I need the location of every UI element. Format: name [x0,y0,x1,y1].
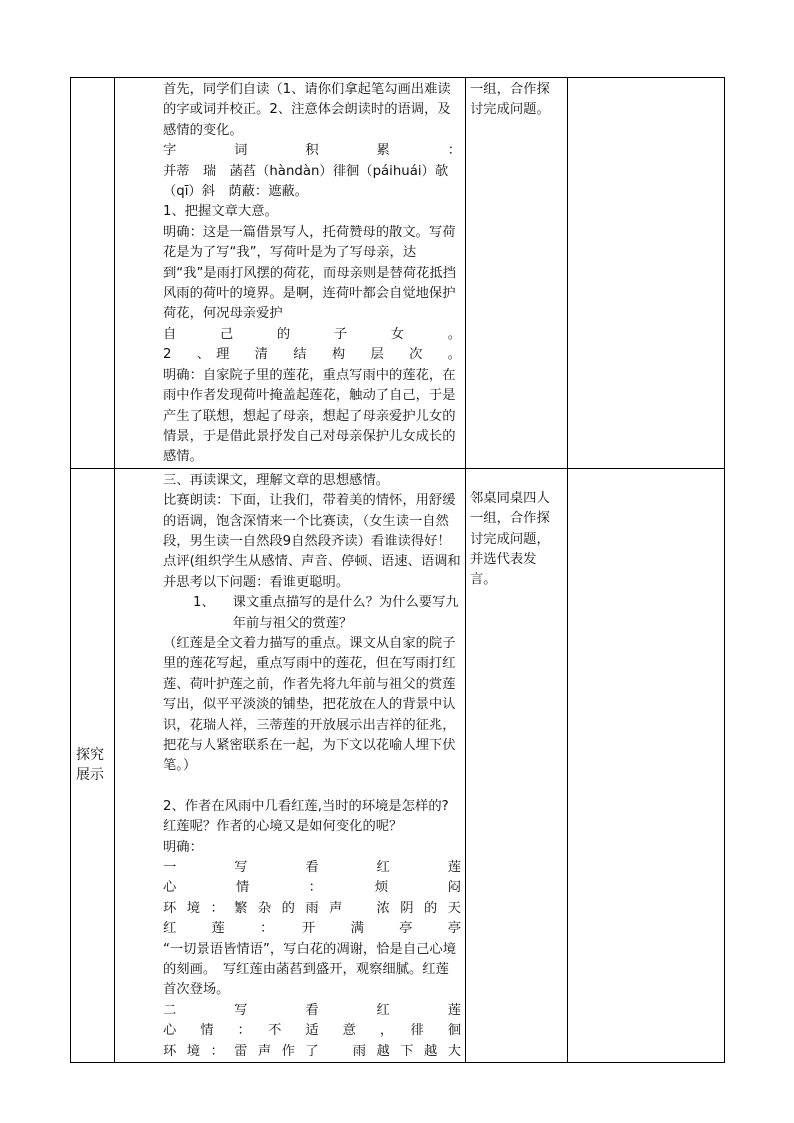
content-cell [115,468,466,1062]
stage-label-cell [71,468,115,1062]
part-1-mood: 心 情 ： 烦 闷 [163,880,461,896]
task-2-answer: 明确：自家院子里的莲花，重点写雨中的莲花，在雨中作者发现荷叶掩盖起莲花，触动了自己，于是产生了联想，想起了母亲，想起了母亲爱护儿女的情景，于是借此景抒发自己对母亲保护儿女成长的感情。 [163,367,456,465]
task-2: 2 、理 清 结 构 层 次 。 [163,347,461,363]
vocab-heading: 字 词 积 累 ： [163,143,461,159]
task-1-answer: 明确：这是一篇借景写人，托荷赞母的散文。写荷花是为了写“我”，写荷叶是为了写母亲，达到“我”是雨打风摆的荷花，而母亲则是替荷花抵挡风雨的荷叶的境界。是啊，连荷叶都会自觉地保护荷花，何况母亲爱护 [163,224,457,322]
part-1-title: 一 写 看 红 莲 [163,860,461,876]
question-1 [163,593,461,634]
table-row [71,78,725,469]
reading-contest: 比赛朗读：下面，让我们，带着美的情怀，用舒缓的语调，饱含深情来一个比赛读，（女生读一自然段，男生读一自然段9自然段齐读）看谁读得好！点评(组织学生从感情、声音、停顿、语速、语调和 [163,493,461,570]
think-prompt: 并思考以下问题：看谁更聪明。 [163,574,350,590]
notes-cell [568,78,725,469]
stage-label: 探究展示 [76,747,104,784]
part-2-mood: 心 情 ： 不 适 意 ， 徘 徊 [163,1023,461,1039]
vocab-list: 并蒂 瑞 菡萏（hàndàn）徘徊（páihuái）欹（qī）斜 荫蔽：遮蔽。 [163,163,449,200]
stage-label-cell [71,78,115,469]
activity-text: 一组，合作探讨完成问题。 [470,82,550,118]
section-heading: 三、再读课文，理解文章的思想感情。 [163,472,390,488]
part-1-comment: “一切景语皆情语”，写白花的凋谢，恰是自己心境的刻画。 写红莲由菡萏到盛开，观察细腻。红莲首次登场。 [163,941,457,998]
task-1: 1、把握文章大意。 [163,204,278,220]
question-2: 2、作者在风雨中几看红莲,当时的环境是怎样的? 红莲呢？作者的心境又是如何变化的呢？ [163,798,449,835]
content-cell [115,78,466,469]
question-1-number: 1、 [193,595,215,611]
part-2-title: 二 写 看 红 莲 [163,1002,461,1018]
notes-text [568,78,724,80]
reading-instruction: 首先，同学们自读（1、请你们拿起笔勾画出难读的字或词并校正。2、注意体会朗读时的语调，及感情的变化。 [163,82,451,138]
part-2-environment: 环境：雷声作了 雨越下越大 [163,1043,461,1059]
notes-text [568,469,724,471]
question-2-answer-label: 明确： [163,839,203,855]
question-1-text: 课文重点描写的是什么？为什么要写九年前与祖父的赏莲？ [232,595,459,631]
part-1-environment: 环境：繁杂的雨声 浓阴的天 [163,900,461,916]
notes-cell [568,468,725,1062]
lesson-plan-table [70,77,725,1063]
part-1-lotus: 红 莲 ： 开 满 亭 亭 [163,921,461,937]
activity-cell [466,78,568,469]
table-row [71,468,725,1062]
task-1-answer-end: 自 己 的 子 女 。 [163,326,461,342]
activity-text: 邻桌同桌四人一组，合作探讨完成问题，并选代表发言。 [470,490,550,588]
question-1-answer: （红莲是全文着力描写的重点。课文从自家的院子里的莲花写起，重点写雨中的莲花，但在写雨打红莲、荷叶护莲之前，作者先将九年前与祖父的赏莲写出，似平平淡淡的铺垫，把花放在人的背景中认识，花瑞人祥，三蒂莲的开放展示出吉祥的征兆，把花与人紧密联系在一起，为下文以花喻人埋下伏笔。） [163,635,456,774]
activity-cell [466,468,568,1062]
